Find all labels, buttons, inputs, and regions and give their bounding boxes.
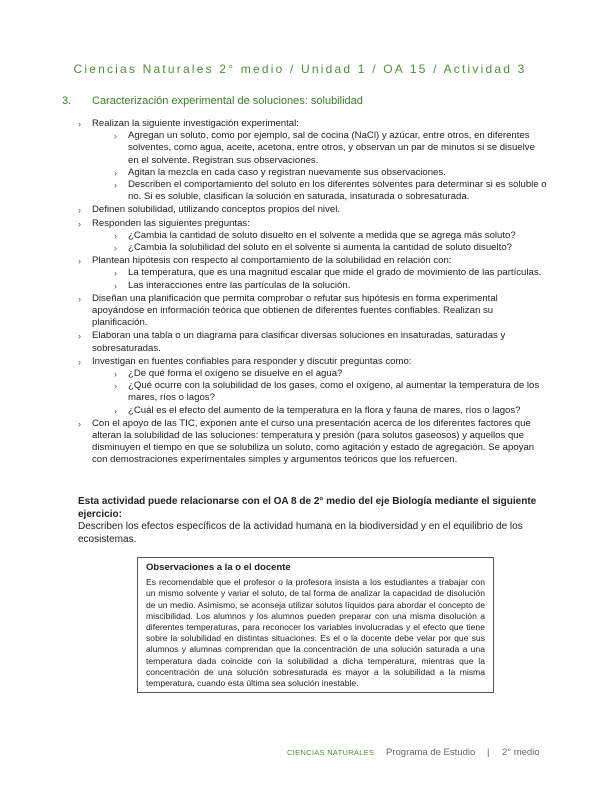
activity-item [78,330,548,354]
section-title-text: Caracterización experimental de soluciones: solubilidad [92,95,363,107]
activity-item-text: › Elaboran una tabla o un diagrama para clasificar diversas soluciones en insaturadas, saturadas y sobresaturadas. [92,330,506,354]
activity-subitem: › Las interacciones entre las partículas de la solución. [114,280,548,292]
activity-item [78,118,548,203]
footer-program: Programa de Estudio [386,747,476,758]
activity-item-text: › Con el apoyo de las TIC, exponen ante el curso una presentación acerca de los diferentes factores que alteran la solubilidad de las soluciones: temperatura y presión (para solutos gaseosos) y aquellos que disminuyen el tiempo en que se solubiliza un soluto, como agitación y estado de agregación. Se apoyan con demostraciones experimentales simples y argumentos teóricos que los refuercen. [92,417,535,466]
relation-text: Describen los efectos específicos de la actividad humana en la biodiversidad y en el equilibrio de los ecosistemas. [78,521,523,545]
activity-subitem: › ¿Cuál es el efecto del aumento de la temperatura en la flora y fauna de mares, ríos o lagos? [114,405,548,417]
activity-item-text: › Investigan en fuentes confiables para responder y discutir preguntas como: [92,355,412,367]
activity-list [78,118,548,468]
activity-item [78,418,548,467]
section-number: 3. [62,95,72,107]
activity-subitem: › La temperatura, que es una magnitud escalar que mide el grado de movimiento de las partículas. [114,267,548,279]
activity-item-text: › Definen solubilidad, utilizando conceptos propios del nivel. [92,204,340,216]
activity-item [78,218,548,255]
observations-title: Observaciones a la o el docente [146,562,291,573]
teacher-observations-box [137,557,494,693]
activity-item-text: › Diseñan una planificación que permita comprobar o refutar sus hipótesis en forma experimental apoyándose en información teórica que obtienen de diferentes fuentes confiables. Realizan su planificación. [92,292,498,329]
footer-separator: | [487,747,490,758]
activity-subitem: › Describen el comportamiento del soluto en los diferentes solventes para determinar si es soluble o no. Si es soluble, clasifican la solución en saturada, insaturada o sobresaturada. [114,179,548,203]
biology-relation [78,496,548,546]
activity-item-text: › Plantean hipótesis con respecto al comportamiento de la solubilidad en relación con: [92,255,452,267]
footer-subject: CIENCIAS NATURALES [287,748,375,757]
activity-item [78,356,548,417]
activity-item [78,204,548,216]
activity-item [78,255,548,292]
activity-subitem: › ¿Cambia la cantidad de soluto disuelto en el solvente a medida que se agrega más soluto? [114,230,548,242]
section-title [62,95,363,107]
activity-subitem: › Agregan un soluto, como por ejemplo, sal de cocina (NaCl) y azúcar, entre otros, en diferentes solventes, como agua, aceite, acetona, entre otros, y observan un par de minutos si se disuelve en el solvente. Registran sus observaciones. [114,130,548,167]
activity-subitem: › ¿De qué forma el oxígeno se disuelve en el agua? [114,368,548,380]
activity-item [78,293,548,330]
activity-subitem: › ¿Cambia la solubilidad del soluto en el solvente si aumenta la cantidad de soluto disuelto? [114,242,548,254]
activity-subitem: › Agitan la mezcla en cada caso y registran nuevamente sus observaciones. [114,167,548,179]
footer-grade: 2° medio [502,747,540,758]
relation-heading: Esta actividad puede relacionarse con el OA 8 de 2° medio del eje Biología mediante el siguiente ejercicio: [78,496,537,520]
page-header: Ciencias Naturales 2° medio / Unidad 1 / OA 15 / Actividad 3 [73,62,527,76]
activity-item-text: › Responden las siguientes preguntas: [92,217,250,229]
activity-item-text: › Realizan la siguiente investigación experimental: [92,118,299,129]
activity-subitem: › ¿Qué ocurre con la solubilidad de los gases, como el oxígeno, al aumentar la temperatura de los mares, ríos o lagos? [114,380,548,404]
observations-text: Es recomendable que el profesor o la profesora insista a los estudiantes a trabajar con un mismo solvente y variar el soluto, de tal forma de analizar la capacidad de disolución de un medio. Asimismo, se aconseja utilizar solutos líquidos para abordar el concepto de miscibilidad. Los alumnos y los alumnos pueden preparar con una misma disolución a diferentes temperaturas, para reconocer los variables involucradas y el efecto que tiene sobre la solubilidad en distintas situaciones. Es el o la docente debe velar por que sus alumnos y alumnas comprendan que la concentración de una solución saturada a una temperatura dada coincide con la solubilidad a dicha temperatura, mientras que la concentración de una solución sobresaturada es mayor a la solubilidad a la misma temperatura, cuando esta última sea solución inestable. [146,577,485,689]
